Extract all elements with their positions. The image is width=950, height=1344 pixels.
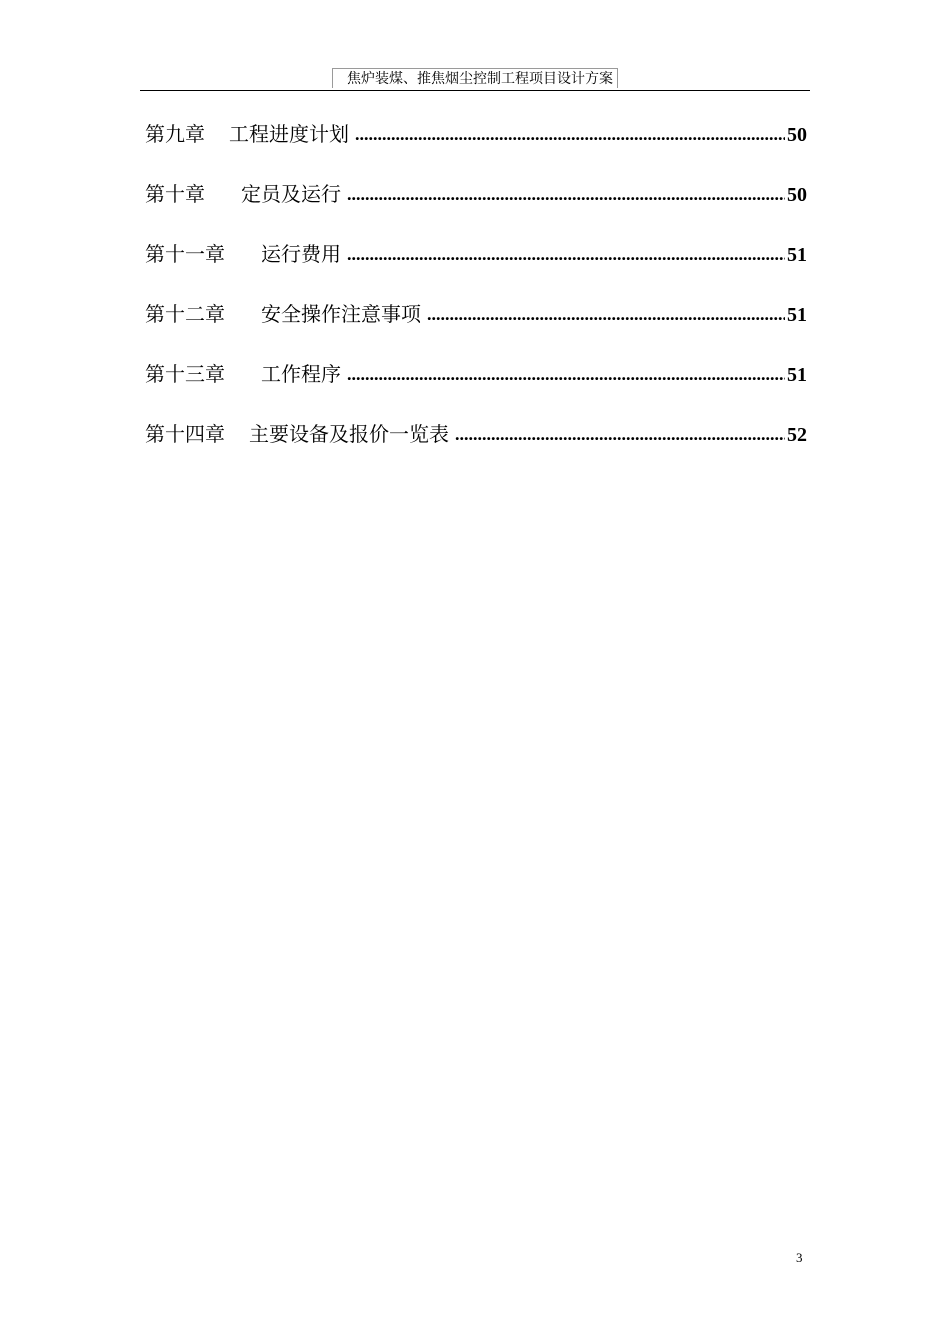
toc-chapter-title: 安全操作注意事项 (261, 302, 421, 326)
toc-entry[interactable] (145, 238, 807, 298)
toc-leader-dots (355, 124, 785, 145)
toc-entry[interactable] (145, 118, 807, 178)
toc-chapter-number: 第十三章 (145, 362, 225, 386)
toc-entry[interactable] (145, 298, 807, 358)
toc-chapter-title: 定员及运行 (241, 182, 341, 206)
toc-chapter-number: 第十一章 (145, 242, 225, 266)
toc-page-number: 50 (787, 124, 807, 146)
toc-entry[interactable] (145, 418, 807, 478)
page-header (140, 66, 810, 91)
toc-leader-dots (455, 424, 785, 445)
toc-chapter-title: 主要设备及报价一览表 (249, 422, 449, 446)
toc-page-number: 52 (787, 424, 807, 446)
toc-page-number: 51 (787, 244, 807, 266)
toc-chapter-title: 工作程序 (261, 362, 341, 386)
toc-chapter-number: 第十章 (145, 182, 205, 206)
document-title: 焦炉装煤、推焦烟尘控制工程项目设计方案 (332, 68, 618, 88)
toc-page-number: 50 (787, 184, 807, 206)
page-number: 3 (796, 1250, 803, 1265)
toc-chapter-title: 工程进度计划 (229, 122, 349, 146)
toc-entry[interactable] (145, 178, 807, 238)
toc-chapter-title: 运行费用 (261, 242, 341, 266)
toc-chapter-number: 第十二章 (145, 302, 225, 326)
toc-leader-dots (347, 244, 785, 265)
toc-leader-dots (347, 184, 785, 205)
toc-entry[interactable] (145, 358, 807, 418)
toc-leader-dots (427, 304, 785, 325)
toc-leader-dots (347, 364, 785, 385)
toc-page-number: 51 (787, 304, 807, 326)
toc-chapter-number: 第九章 (145, 122, 205, 146)
toc-chapter-number: 第十四章 (145, 422, 225, 446)
table-of-contents (145, 118, 807, 478)
toc-page-number: 51 (787, 364, 807, 386)
